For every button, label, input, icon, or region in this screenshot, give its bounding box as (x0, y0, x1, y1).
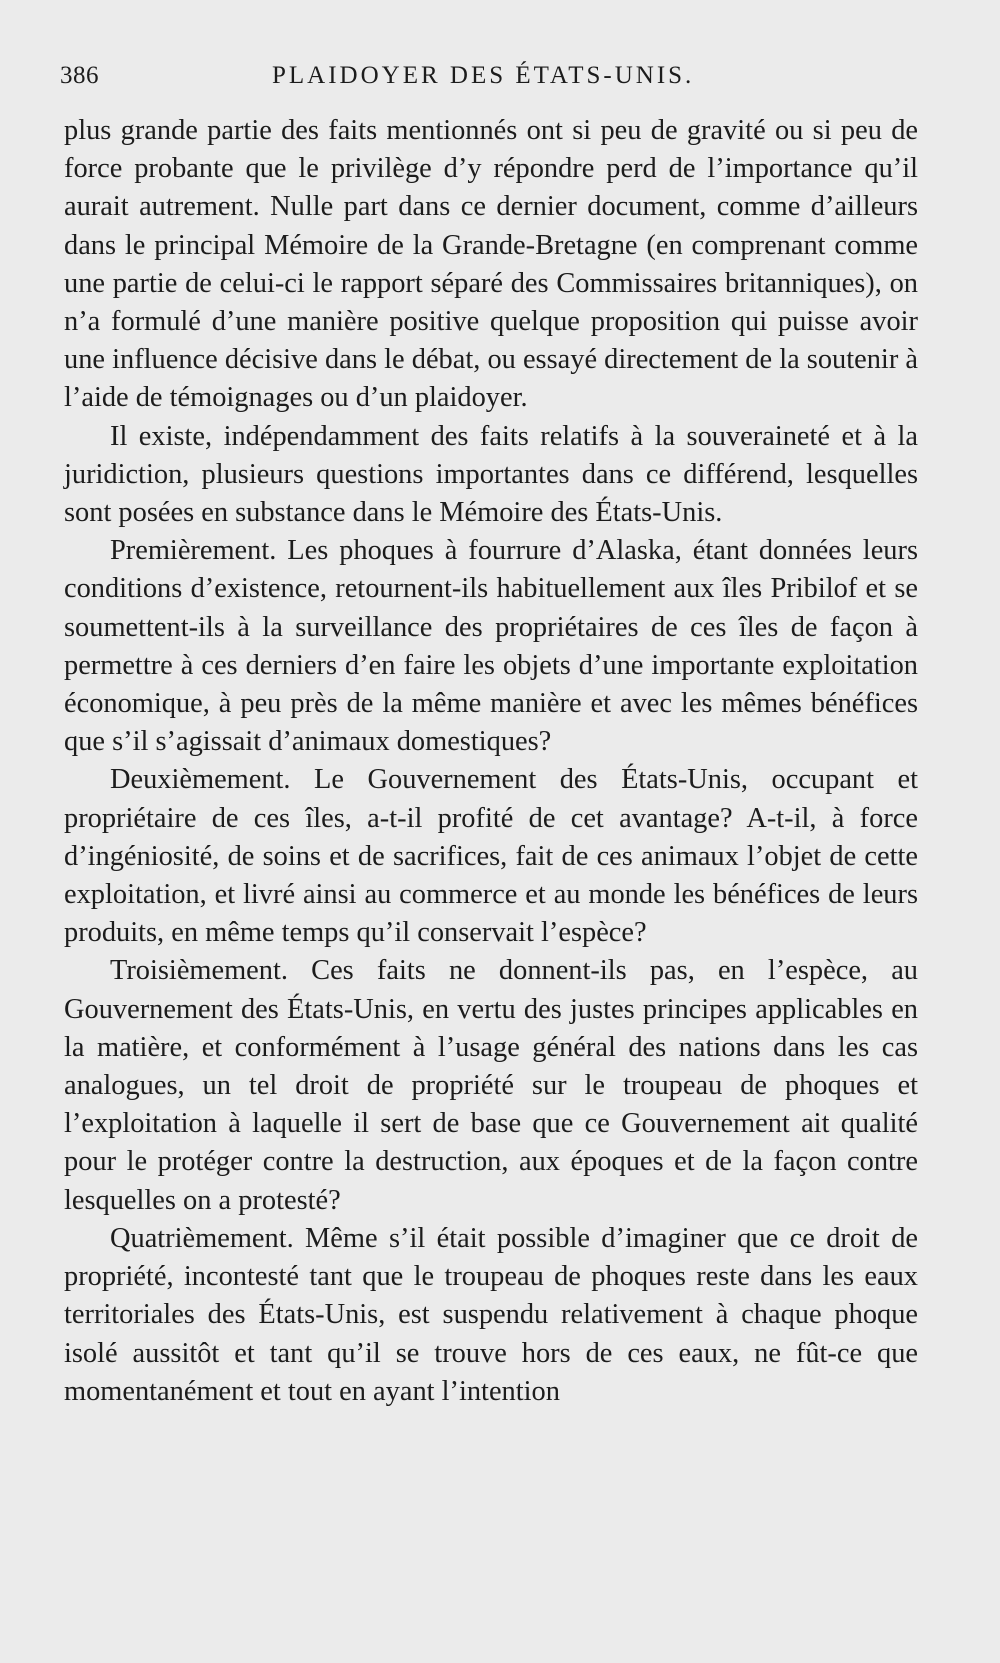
running-title: PLAIDOYER DES ÉTATS-UNIS. (272, 62, 695, 89)
page-number: 386 (60, 62, 99, 89)
page-body (64, 112, 918, 1411)
paragraph-quatriemement: Quatrièmement. Même s’il était possible d’imaginer que ce droit de propriété, incontesté tant que le troupeau de phoques reste dans les eaux territoriales des États-Unis, est suspendu relativement à chaque phoque isolé aussitôt et tant qu’il se trouve hors de ces eaux, ne fût-ce que momentanément et tout en ayant l’intention (64, 1222, 918, 1407)
paragraph-troisiemement: Troisièmement. Ces faits ne donnent-ils pas, en l’espèce, au Gouvernement des États-Unis, en vertu des justes principes applicables en la matière, et conformément à l’usage général des nations dans les cas analogues, un tel droit de propriété sur le troupeau de phoques et l’exploitation à laquelle il sert de base que ce Gouvernement ait qualité pour le protéger contre la destruction, aux époques et de la façon contre lesquelles on a protesté? (64, 955, 918, 1216)
paragraph-continuation: plus grande partie des faits mentionnés ont si peu de gravité ou si peu de force probante que le privilège d’y répondre perd de l’importance qu’il aurait autrement. Nulle part dans ce dernier document, comme d’ailleurs dans le principal Mémoire de la Grande-Bretagne (en comprenant comme une partie de celui-ci le rapport séparé des Commissaires britanniques), on n’a formulé d’une manière positive quelque proposition qui puisse avoir une influence décisive dans le débat, ou essayé directement de la soutenir à l’aide de témoignages ou d’un plaidoyer. (64, 115, 918, 414)
paragraph-deuxiemement: Deuxièmement. Le Gouvernement des États-Unis, occupant et propriétaire de ces îles, a-t-il profité de cet avantage? A-t-il, à force d’ingéniosité, de soins et de sacrifices, fait de ces animaux l’objet de cette exploitation, et livré ainsi au commerce et au monde les bénéfices de leurs produits, en même temps qu’il conservait l’espèce? (64, 764, 918, 949)
paragraph-premierement: Premièrement. Les phoques à fourrure d’Alaska, étant données leurs conditions d’existence, retournent-ils habituellement aux îles Pribilof et se soumettent-ils à la surveillance des propriétaires de ces îles de façon à permettre à ces derniers d’en faire les objets d’une importante exploitation économique, à peu près de la même manière et avec les mêmes bénéfices que s’il s’agissait d’animaux domestiques? (64, 535, 918, 758)
page-header (60, 62, 920, 102)
paragraph-sovereignty: Il existe, indépendamment des faits relatifs à la souveraineté et à la juridiction, plusieurs questions importantes dans ce différend, lesquelles sont posées en substance dans le Mémoire des États-Unis. (64, 420, 918, 529)
